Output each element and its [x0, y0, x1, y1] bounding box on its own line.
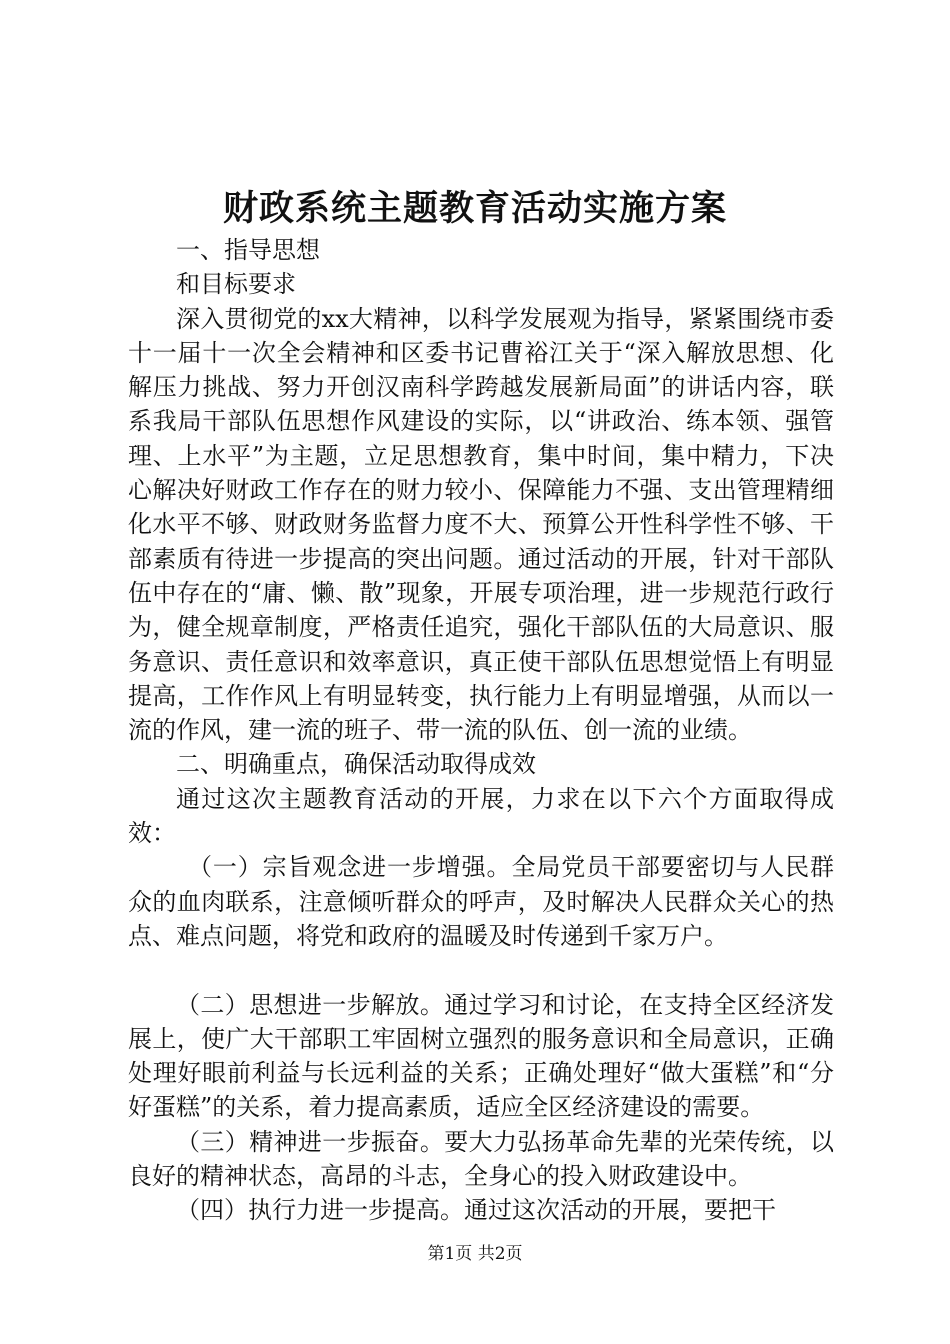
body-paragraph: 深入贯彻党的xx大精神，以科学发展观为指导，紧紧围绕市委十一届十一次全会精神和区委书记曹裕江关于“深入解放思想、化解压力挑战、努力开创汉南科学跨越发展新局面”的讲话内容，联系我局干部队伍思想作风建设的实际，以“讲政治、练本领、强管理、上水平”为主题，立足思想教育，集中时间，集中精力，下决心解决好财政工作存在的财力较小、保障能力不强、支出管理精细化水平不够、财政财务监督力度不大、预算公开性科学性不够、干部素质有待进一步提高的突出问题。通过活动的开展，针对干部队伍中存在的“庸、懒、散”现象，开展专项治理，进一步规范行政行为，健全规章制度，严格责任追究，强化干部队伍的大局意识、服务意识、责任意识和效率意识，真正使干部队伍思想觉悟上有明显提高，工作作风上有明显转变，执行能力上有明显增强，从而以一流的作风，建一流的班子、带一流的队伍、创一流的业绩。 [128, 304, 834, 745]
list-item-paragraph: （三）精神进一步振奋。要大力弘扬革命先辈的光荣传统，以良好的精神状态，高昂的斗志，全身心的投入财政建设中。 [128, 1127, 834, 1191]
section-heading: 一、指导思想 [176, 236, 320, 264]
list-item-paragraph: （一）宗旨观念进一步增强。全局党员干部要密切与人民群众的血肉联系，注意倾听群众的呼声，及时解决人民群众关心的热点、难点问题，将党和政府的温暖及时传递到千家万户。 [128, 853, 834, 950]
document-title: 财政系统主题教育活动实施方案 [222, 188, 727, 229]
section-heading: 二、明确重点，确保活动取得成效 [176, 750, 536, 779]
page-number-footer: 第1页 共2页 [427, 1244, 523, 1264]
section-heading-continued: 和目标要求 [176, 270, 296, 299]
list-item-paragraph: （四）执行力进一步提高。通过这次活动的开展，要把干 [176, 1196, 776, 1225]
paragraph-spacer [128, 953, 834, 987]
document-body [128, 233, 834, 1228]
list-item-paragraph: （二）思想进一步解放。通过学习和讨论，在支持全区经济发展上，使广大干部职工牢固树立强烈的服务意识和全局意识，正确处理好眼前利益与长远利益的关系；正确处理好“做大蛋糕”和“分好蛋糕”的关系，着力提高素质，适应全区经济建设的需要。 [128, 990, 834, 1122]
body-paragraph: 通过这次主题教育活动的开展，力求在以下六个方面取得成效： [128, 784, 834, 848]
